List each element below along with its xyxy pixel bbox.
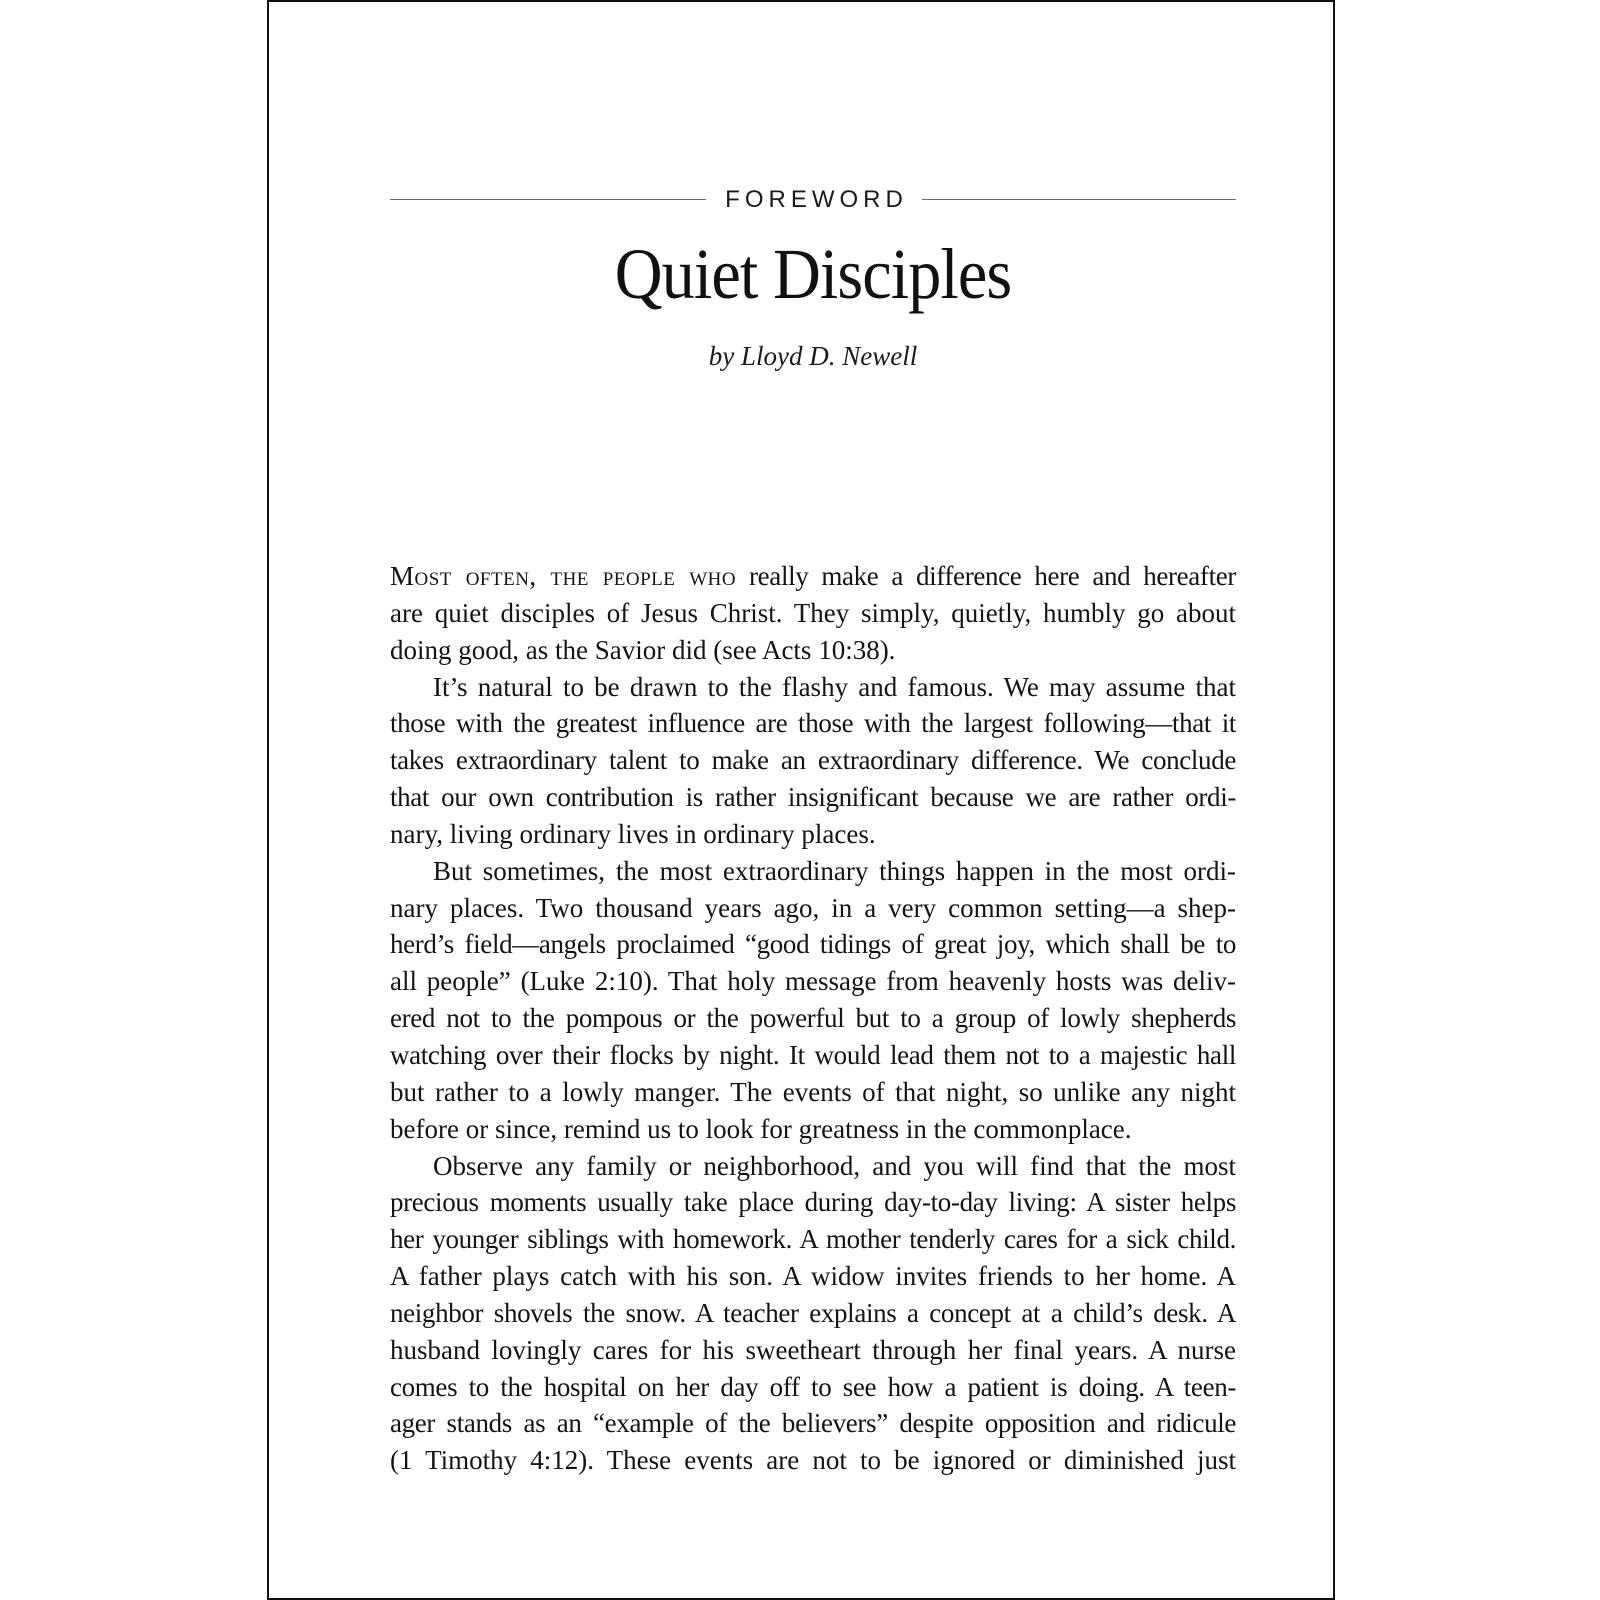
body-text bbox=[390, 558, 1236, 1479]
text-line: Observe any family or neighborhood, and you will find that the most bbox=[433, 1150, 1236, 1181]
text-line: takes extraordinary talent to make an extraordinary difference. We conclude bbox=[390, 745, 1236, 776]
text-line: precious moments usually take place during day-to-day living: A sister helps bbox=[390, 1187, 1236, 1218]
text-line: But sometimes, the most extraordinary things happen in the most ordi- bbox=[433, 855, 1236, 886]
text-line: husband lovingly cares for his sweetheart through her final years. A nurse bbox=[390, 1334, 1236, 1365]
text-line: herd’s field—angels proclaimed “good tidings of great joy, which shall be to bbox=[390, 929, 1236, 960]
text-line: It’s natural to be drawn to the flashy and famous. We may assume that bbox=[433, 671, 1236, 702]
chapter-title: Quiet Disciples bbox=[614, 234, 1012, 314]
text-line: doing good, as the Savior did (see Acts 10:38). bbox=[390, 634, 896, 665]
text-line: her younger siblings with homework. A mother tenderly cares for a sick child. bbox=[390, 1224, 1236, 1255]
text-line: nary places. Two thousand years ago, in a very common setting—a shep- bbox=[390, 892, 1236, 923]
text-line: neighbor shovels the snow. A teacher explains a concept at a child’s desk. A bbox=[390, 1297, 1236, 1328]
header-rule-right bbox=[922, 199, 1236, 200]
line-text: really make a difference here and hereafter bbox=[736, 561, 1236, 591]
header-rule-left bbox=[390, 199, 706, 200]
lead-in-small-caps: Most often, the people who bbox=[390, 561, 737, 591]
text-line: all people” (Luke 2:10). That holy message from heavenly hosts was deliv- bbox=[390, 966, 1236, 997]
text-line: before or since, remind us to look for greatness in the commonplace. bbox=[390, 1113, 1132, 1144]
section-label: FOREWORD bbox=[725, 186, 908, 213]
text-line: nary, living ordinary lives in ordinary places. bbox=[390, 818, 876, 849]
paragraph-2 bbox=[390, 669, 1236, 853]
paragraph-4 bbox=[390, 1148, 1236, 1480]
text-line: but rather to a lowly manger. The events of that night, so unlike any night bbox=[390, 1076, 1236, 1107]
paragraph-3 bbox=[390, 853, 1236, 1148]
section-header bbox=[390, 188, 1236, 212]
author-byline: by Lloyd D. Newell bbox=[708, 341, 918, 371]
text-line: are quiet disciples of Jesus Christ. They simply, quietly, humbly go about bbox=[390, 597, 1236, 628]
text-line: A father plays catch with his son. A widow invites friends to her home. A bbox=[390, 1261, 1236, 1292]
text-line: those with the greatest influence are those with the largest following—that it bbox=[390, 708, 1236, 739]
text-line: (1 Timothy 4:12). These events are not to be ignored or diminished just bbox=[390, 1445, 1236, 1476]
text-line: ered not to the pompous or the powerful but to a group of lowly shepherds bbox=[390, 1003, 1236, 1034]
text-line: that our own contribution is rather insignificant because we are rather ordi- bbox=[390, 782, 1236, 813]
text-line: comes to the hospital on her day off to see how a patient is doing. A teen- bbox=[390, 1371, 1236, 1402]
text-line: watching over their flocks by night. It would lead them not to a majestic hall bbox=[390, 1039, 1236, 1070]
paragraph-1 bbox=[390, 558, 1236, 669]
book-page bbox=[267, 0, 1335, 1600]
text-line bbox=[390, 558, 1236, 595]
text-line: ager stands as an “example of the believers” despite opposition and ridicule bbox=[390, 1408, 1236, 1439]
